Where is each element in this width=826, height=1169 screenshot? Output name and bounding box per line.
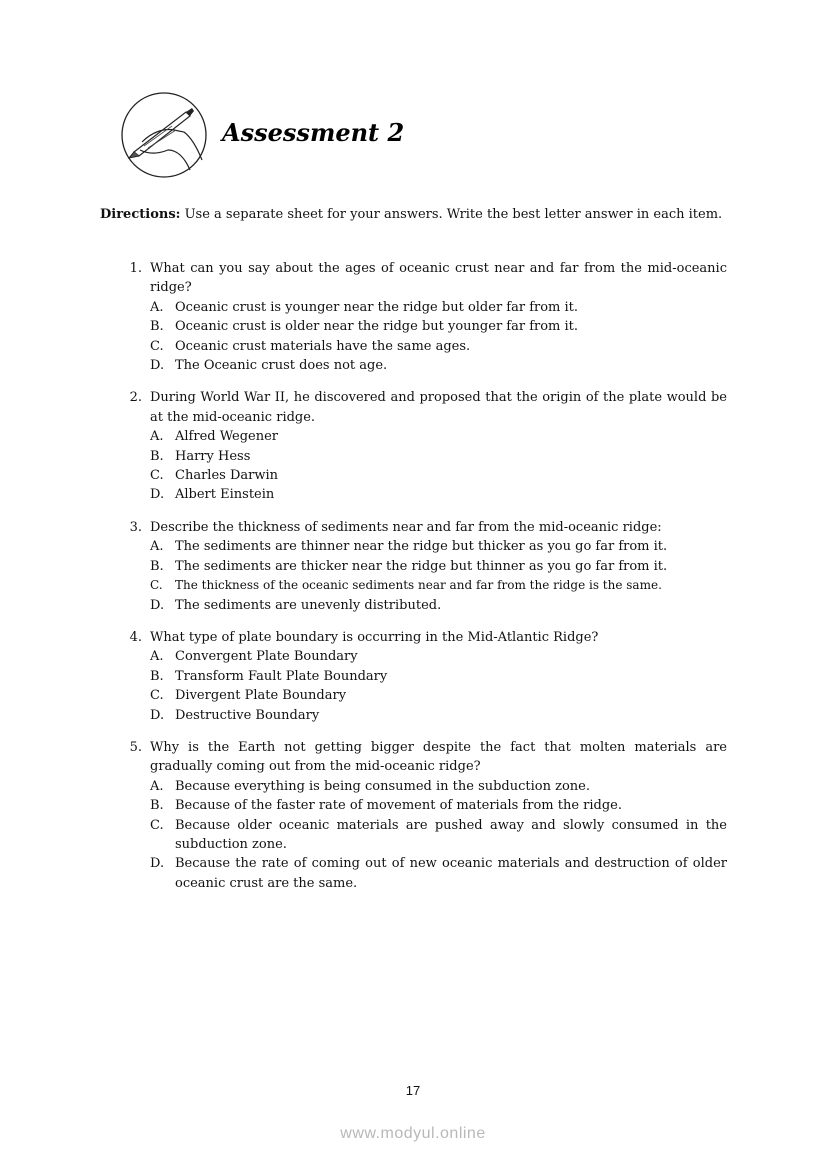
option-text: Convergent Plate Boundary <box>175 649 358 665</box>
option-letter: A. <box>150 649 164 665</box>
option-letter: A. <box>150 539 164 555</box>
option-text: Because the rate of coming out of new oceanic materials and destruction of older oceanic crust are the same. <box>175 856 727 891</box>
option-text: The sediments are thinner near the ridge but thicker as you go far from it. <box>175 539 668 555</box>
answer-option <box>150 596 727 615</box>
answer-option <box>150 447 727 466</box>
option-letter: A. <box>150 429 164 445</box>
option-letter: D. <box>150 358 165 374</box>
question-text: During World War II, he discovered and proposed that the origin of the plate would be at the mid-oceanic ridge. <box>150 390 727 425</box>
watermark: www.modyul.online <box>340 1125 486 1142</box>
question-number: 5. <box>129 739 142 755</box>
option-letter: C. <box>150 338 164 354</box>
question-text: Describe the thickness of sediments near and far from the mid-oceanic ridge: <box>150 519 662 535</box>
answer-option <box>150 298 727 317</box>
option-text: Oceanic crust is younger near the ridge but older far from it. <box>175 299 579 315</box>
answer-option <box>150 576 727 595</box>
answer-option <box>150 706 727 725</box>
question-number: 2. <box>129 390 142 406</box>
answer-option <box>150 557 727 576</box>
question-body <box>150 738 727 893</box>
option-letter: C. <box>150 817 164 833</box>
option-text: Alfred Wegener <box>175 429 279 445</box>
option-text: The sediments are unevenly distributed. <box>175 597 442 613</box>
option-letter: A. <box>150 299 164 315</box>
answer-option <box>150 537 727 556</box>
answer-option <box>150 854 727 893</box>
directions-text: Use a separate sheet for your answers. Write the best letter answer in each item. <box>180 207 723 222</box>
question-item <box>100 388 727 504</box>
option-text: The Oceanic crust does not age. <box>175 358 388 374</box>
directions <box>100 204 727 225</box>
answer-option <box>150 647 727 666</box>
option-text: Oceanic crust materials have the same ages. <box>175 338 471 354</box>
option-letter: C. <box>150 578 163 593</box>
answer-option <box>150 816 727 855</box>
option-text: Because everything is being consumed in the subduction zone. <box>175 778 590 794</box>
answer-option <box>150 485 727 504</box>
question-body <box>150 628 727 725</box>
question-body <box>150 518 727 615</box>
option-letter: C. <box>150 468 164 484</box>
question-body <box>150 259 727 375</box>
question-body <box>150 388 727 504</box>
option-text: Because older oceanic materials are pushed away and slowly consumed in the subduction zone. <box>175 817 727 852</box>
hand-writing-pencil-icon <box>112 90 216 180</box>
option-text: Albert Einstein <box>175 487 275 503</box>
option-text: The sediments are thicker near the ridge but thinner as you go far from it. <box>175 558 668 574</box>
option-text: Charles Darwin <box>175 468 278 484</box>
option-letter: D. <box>150 487 165 503</box>
answer-option <box>150 356 727 375</box>
directions-label: Directions: <box>100 207 181 222</box>
option-letter: B. <box>150 798 164 814</box>
option-text: Divergent Plate Boundary <box>175 688 347 704</box>
option-text: Harry Hess <box>175 448 251 464</box>
question-list <box>100 259 727 906</box>
question-number: 1. <box>129 261 142 276</box>
option-text: The thickness of the oceanic sediments near and far from the ridge is the same. <box>175 578 662 593</box>
answer-option <box>150 337 727 356</box>
question-item <box>100 259 727 375</box>
option-letter: D. <box>150 597 165 613</box>
answer-option <box>150 686 727 705</box>
question-number: 4. <box>129 629 142 645</box>
answer-option <box>150 427 727 446</box>
question-number: 3. <box>129 519 142 535</box>
option-text: Transform Fault Plate Boundary <box>175 668 388 684</box>
answer-option <box>150 317 727 336</box>
question-text: Why is the Earth not getting bigger despite the fact that molten materials are gradually coming out from the mid-oceanic ridge? <box>150 739 727 775</box>
option-letter: A. <box>150 778 164 794</box>
option-letter: B. <box>150 558 164 574</box>
answer-option <box>150 667 727 686</box>
question-item <box>100 518 727 615</box>
page-number: 17 <box>405 1083 421 1098</box>
option-text: Oceanic crust is older near the ridge but younger far from it. <box>175 319 579 335</box>
question-item <box>100 628 727 725</box>
answer-option <box>150 796 727 815</box>
option-text: Because of the faster rate of movement of materials from the ridge. <box>175 798 622 814</box>
page-title: Assessment 2 <box>222 118 405 147</box>
answer-option <box>150 777 727 796</box>
answer-option <box>150 466 727 485</box>
option-letter: D. <box>150 856 165 872</box>
question-text: What can you say about the ages of oceanic crust near and far from the mid-oceanic ridge? <box>150 261 727 296</box>
option-letter: D. <box>150 707 165 723</box>
option-letter: B. <box>150 319 164 335</box>
option-letter: C. <box>150 688 164 704</box>
question-item <box>100 738 727 893</box>
option-letter: B. <box>150 448 164 464</box>
option-text: Destructive Boundary <box>175 707 320 723</box>
option-letter: B. <box>150 668 164 684</box>
question-text: What type of plate boundary is occurring in the Mid-Atlantic Ridge? <box>150 629 599 645</box>
